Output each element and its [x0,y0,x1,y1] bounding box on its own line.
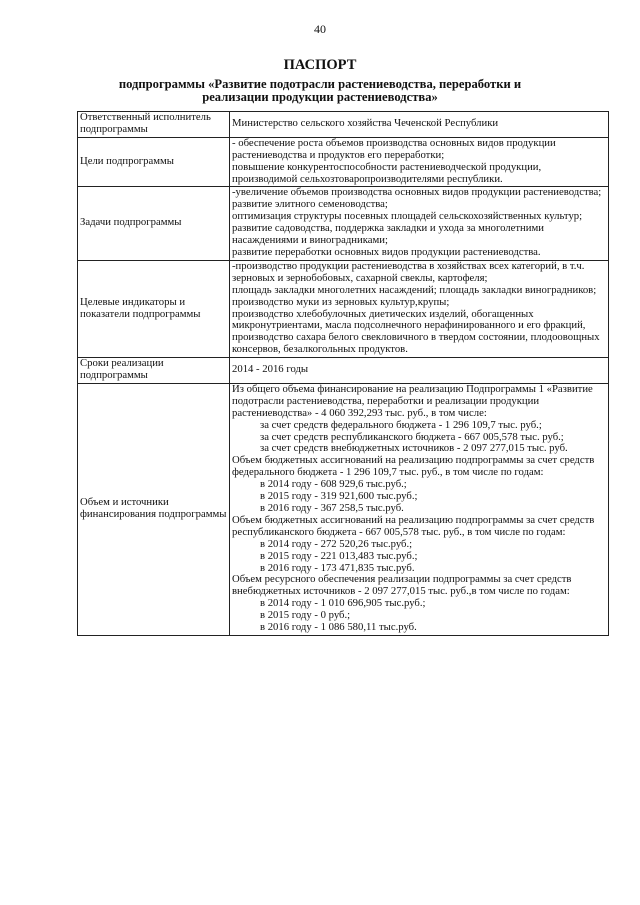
value-line: площадь закладки многолетних насаждений; площадь закладки виноградников; [232,283,597,296]
value-line: за счет средств федерального бюджета - 1 296 109,7 тыс. руб.; [260,418,542,431]
value-line: в 2014 году - 272 520,26 тыс.руб.; [260,537,413,550]
value-line: -производство продукции растениеводства в хозяйствах всех категорий, в т.ч. зерновых и зернобобовых, сахарной свеклы, картофеля; [232,259,585,284]
value-line: - обеспечение роста объемов производства основных видов продукции растениеводства и продуктов его переработки; [232,136,556,161]
value-line: в 2014 году - 1 010 696,905 тыс.руб.; [260,597,426,610]
value-line: в 2014 году - 608 929,6 тыс.руб.; [260,478,407,491]
value-line: в 2015 году - 319 921,600 тыс.руб.; [260,490,418,503]
row-value [230,112,609,138]
value-line: -увеличение объемов производства основных видов продукции растениеводства; [232,186,602,199]
table-row [78,187,609,260]
value-line: за счет средств республиканского бюджета - 667 005,578 тыс. руб.; [260,430,564,443]
table-row [78,383,609,635]
value-line: в 2016 году - 367 258,5 тыс.руб. [260,502,404,514]
table-row [78,112,609,138]
passport-table-body [78,112,609,636]
table-row [78,137,609,187]
value-line: развитие садоводства, поддержка закладки и ухода за многолетними насаждениями и виноградниками; [232,222,544,247]
value-line: производство хлебобулочных диетических изделий, обогащенных микронутриентами, масла подсолнечного нерафинированного и его фракций, производство сахара белого свекловичного в твердом состоянии, плодоовощных консервов, безалкогольных продуктов. [232,307,600,356]
value-line: повышение конкурентоспособности растениеводческой продукции, производимой сельхозтоваропроизводителями республики. [232,160,542,185]
value-line: за счет средств внебюджетных источников - 2 097 277,015 тыс. руб. [260,442,568,455]
value-line: Министерство сельского хозяйства Чеченской Республики [232,116,499,129]
row-label: Цели подпрограммы [78,137,230,187]
value-line: производство муки из зерновых культур,крупы; [232,295,450,308]
value-line: в 2016 году - 1 086 580,11 тыс.руб. [260,621,417,634]
value-line: развитие переработки основных видов продукции растениеводства. [232,245,541,258]
row-label: Задачи подпрограммы [78,187,230,260]
document-subtitle: подпрограммы «Развитие подотрасли растениеводства, переработки и реализации продукции растениеводства» [118,77,522,104]
value-line: Объем бюджетных ассигнований на реализацию подпрограммы за счет средств республиканского бюджета - 667 005,578 тыс. руб., в том числе по годам: [232,513,595,538]
value-line: в 2015 году - 221 013,483 тыс.руб.; [260,549,418,562]
value-line: Объем ресурсного обеспечения реализации подпрограммы за счет средств внебюджетных источников - 2 097 277,015 тыс. руб.,в том числе по годам: [232,573,572,598]
row-label: Ответственный исполнитель подпрограммы [78,112,230,138]
row-label: Сроки реализации подпрограммы [78,358,230,384]
row-value [230,260,609,357]
table-row [78,260,609,357]
value-line: Объем бюджетных ассигнований на реализацию подпрограммы за счет средств федерального бюджета - 1 296 109,7 тыс. руб., в том числе по годам: [232,454,595,479]
row-value [230,137,609,187]
value-line: развитие элитного семеноводства; [232,198,388,211]
passport-table [77,111,609,636]
table-row [78,358,609,384]
row-label: Целевые индикаторы и показатели подпрограммы [78,260,230,357]
row-label: Объем и источники финансирования подпрограммы [78,383,230,635]
value-line: в 2016 году - 173 471,835 тыс.руб. [260,561,415,574]
value-line: в 2015 году - 0 руб.; [260,609,351,622]
row-value [230,383,609,635]
document-title: ПАСПОРТ [283,57,357,73]
row-value [230,187,609,260]
row-value [230,358,609,384]
value-line: оптимизация структуры посевных площадей сельскохозяйственных культур; [232,210,583,223]
page-number: 40 [314,22,326,36]
value-line: 2014 - 2016 годы [232,363,309,376]
value-line: Из общего объема финансирование на реализацию Подпрограммы 1 «Развитие подотрасли растениеводства, переработки и реализации продукции растениеводства» - 4 060 392,293 тыс. руб., в том числе: [232,382,593,419]
